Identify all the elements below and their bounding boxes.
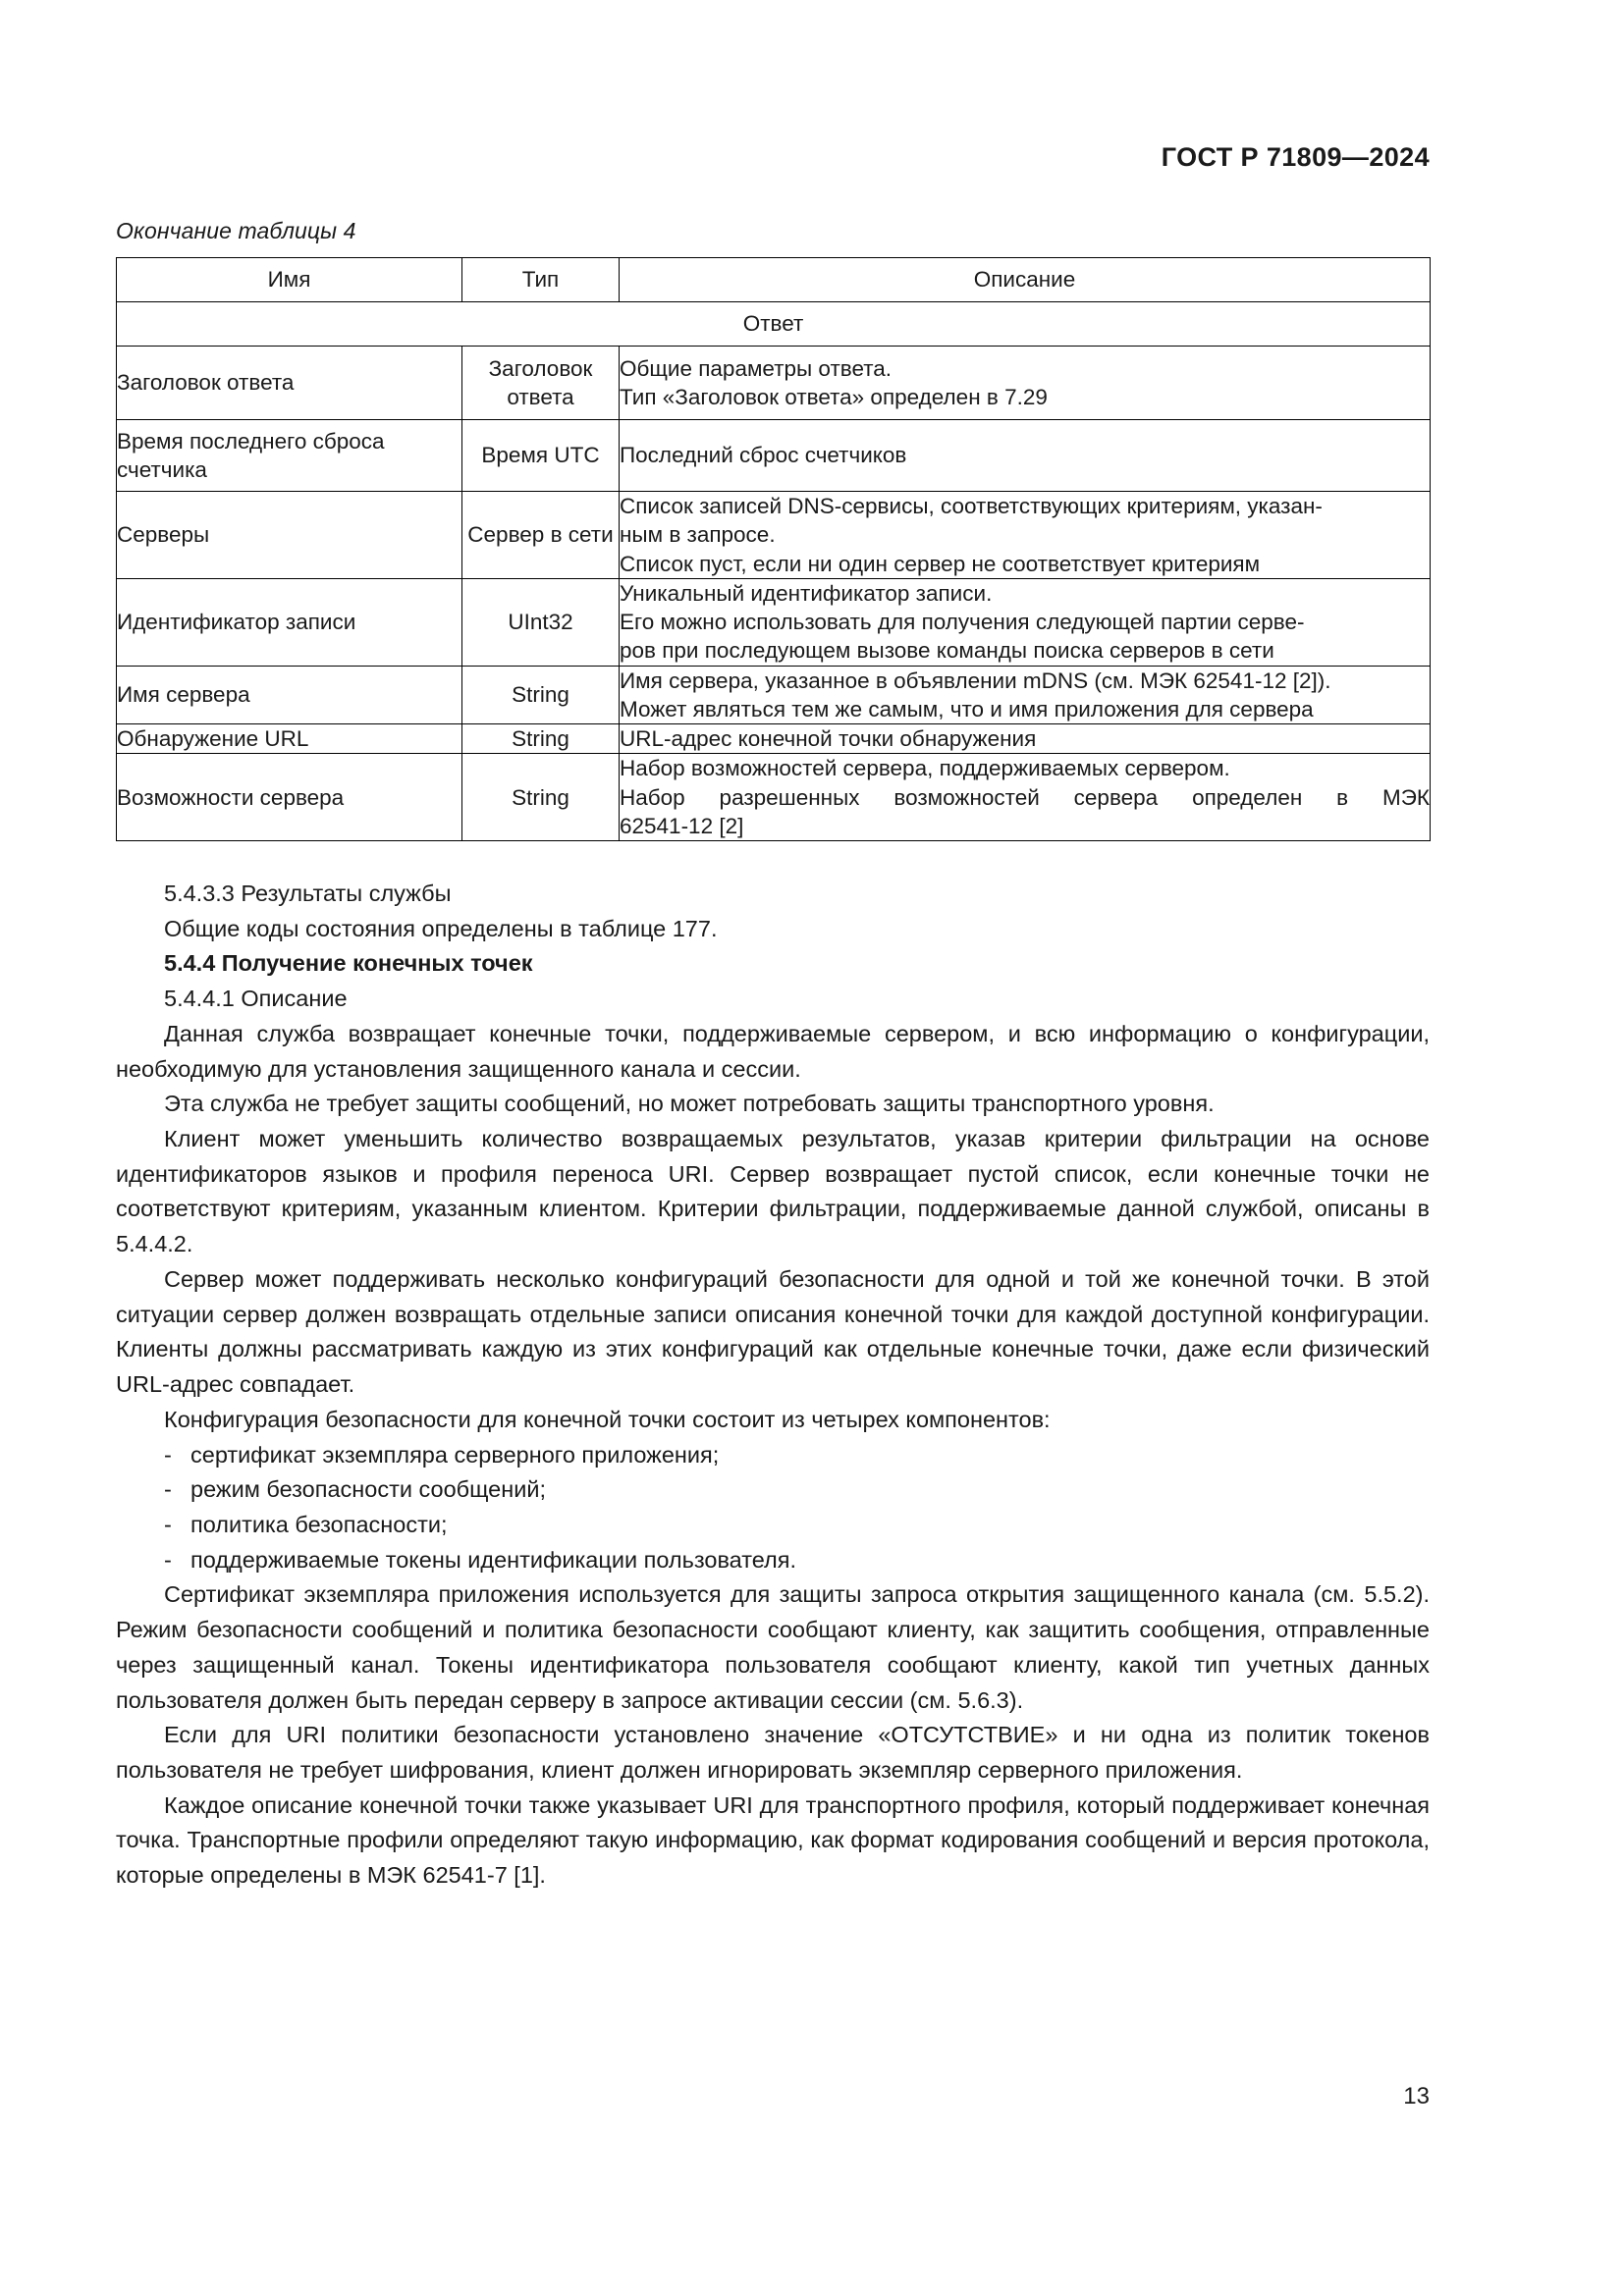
- list-item-label: поддерживаемые токены идентификации пользователя.: [190, 1546, 796, 1573]
- row-type-line: ответа: [507, 385, 574, 409]
- description-line: ров при последующем вызове команды поиска серверов в сети: [620, 638, 1274, 664]
- row-name-cell: Идентификатор записи: [117, 578, 462, 666]
- row-name-cell: Имя сервера: [117, 666, 462, 724]
- column-header-name: Имя: [117, 258, 462, 302]
- running-header-standard-id: ГОСТ Р 71809—2024: [1161, 142, 1430, 172]
- row-type-cell: [462, 724, 620, 754]
- description-line: Его можно использовать для получения следующей партии серве-: [620, 610, 1305, 634]
- table-row: [117, 492, 1431, 579]
- table-row: [117, 666, 1431, 724]
- description-line: Тип «Заголовок ответа» определен в 7.29: [620, 385, 1048, 409]
- description-line: Общие параметры ответа.: [620, 355, 893, 381]
- row-description-cell: [620, 578, 1431, 666]
- row-type-line: UTC: [554, 443, 600, 468]
- body-text: [116, 877, 1430, 1894]
- description-line: Набор разрешенных возможностей сервера определен в МЭК: [620, 784, 1430, 810]
- row-type-cell: [462, 666, 620, 724]
- description-line: Набор возможностей сервера, поддерживаемых сервером.: [620, 756, 1230, 781]
- list-item: [116, 1472, 1430, 1508]
- description-line: Уникальный идентификатор записи.: [620, 580, 993, 606]
- paragraph-2: Эта служба не требует защиты сообщений, но может потребовать защиты транспортного уровня.: [164, 1091, 1215, 1117]
- list-dash-marker: -: [164, 1511, 172, 1537]
- description-line: Имя сервера, указанное в объявлении mDNS (см. МЭК 62541-12 [2]).: [620, 667, 1331, 693]
- row-description-cell: [620, 420, 1431, 492]
- row-type-line: в сети: [550, 522, 614, 548]
- row-name-cell: Серверы: [117, 492, 462, 579]
- row-type-cell: [462, 578, 620, 666]
- row-type-line: String: [512, 682, 569, 708]
- column-header-description: Описание: [620, 258, 1431, 302]
- description-line: 62541-12 [2]: [620, 813, 744, 838]
- list-item-label: политика безопасности;: [190, 1511, 448, 1537]
- row-type-line: Заголовок: [488, 355, 593, 381]
- row-description-cell: [620, 754, 1431, 841]
- list-item: [116, 1438, 1430, 1473]
- row-type-cell: [462, 420, 620, 492]
- paragraph-7: Если для URI политики безопасности установлено значение «ОТСУТСТВИЕ» и ни одна из политик токенов пользователя не требует шифрования, клиент должен игнорировать экземпляр серверного приложения.: [116, 1722, 1430, 1783]
- list-dash-marker: -: [164, 1441, 172, 1468]
- row-type-line: UInt32: [508, 610, 573, 634]
- description-line: Список пуст, если ни один сервер не соответствует критериям: [620, 551, 1261, 576]
- table-caption: Окончание таблицы 4: [116, 218, 356, 243]
- row-type-cell: [462, 754, 620, 841]
- list-item: [116, 1543, 1430, 1578]
- paragraph-4: Сервер может поддерживать несколько конфигураций безопасности для одной и той же конечной точки. В этой ситуации сервер должен возвращать отдельные записи описания конечной точки для каждой доступной конфигурации. Клиенты должны рассматривать каждую из этих конфигураций как отдельные конечные точки, даже если физический URL-адрес совпадает.: [116, 1265, 1430, 1398]
- list-dash-marker: -: [164, 1546, 172, 1573]
- row-name-cell: Заголовок ответа: [117, 347, 462, 420]
- list-item-label: сертификат экземпляра серверного приложения;: [190, 1441, 720, 1468]
- list-item: [116, 1508, 1430, 1543]
- row-description-cell: [620, 347, 1431, 420]
- list-dash-marker: -: [164, 1476, 172, 1503]
- column-header-type: Тип: [462, 258, 620, 302]
- paragraph-status-codes: Общие коды состояния определены в таблице 177.: [164, 915, 718, 941]
- table-row: [117, 578, 1431, 666]
- row-name-cell: Возможности сервера: [117, 754, 462, 841]
- paragraph-1: Данная служба возвращает конечные точки, поддерживаемые сервером, и всю информацию о конфигурации, необходимую для установления защищенного канала и сессии.: [116, 1020, 1430, 1082]
- heading-5-4-4: 5.4.4 Получение конечных точек: [164, 950, 533, 977]
- security-configuration-list: [116, 1438, 1430, 1578]
- clause-5-4-4-1: 5.4.4.1 Описание: [164, 986, 348, 1012]
- row-type-line: String: [512, 784, 569, 810]
- page-number: 13: [1403, 2083, 1430, 2109]
- description-line: Список записей DNS-сервисы, соответствующих критериям, указан-: [620, 494, 1323, 518]
- response-parameters-table: [116, 257, 1431, 841]
- row-description-cell: [620, 492, 1431, 579]
- page-content: [116, 218, 1430, 1894]
- table-section-row-response: [117, 302, 1431, 347]
- table-section-label: Ответ: [117, 302, 1431, 347]
- table-row: [117, 754, 1431, 841]
- row-name-cell: Время последнего сброса счетчика: [117, 420, 462, 492]
- paragraph-6: Сертификат экземпляра приложения используется для защиты запроса открытия защищенного канала (см. 5.5.2). Режим безопасности сообщений и политика безопасности сообщают клиенту, как защитить сообщения, отправленные через защищенный канал. Токены идентификатора пользователя сообщают клиенту, какой тип учетных данных пользователя должен быть передан серверу в запросе активации сессии (см. 5.6.3).: [116, 1581, 1430, 1713]
- row-description-cell: [620, 666, 1431, 724]
- description-line: Может являться тем же самым, что и имя приложения для сервера: [620, 696, 1314, 721]
- table-row: [117, 420, 1431, 492]
- description-line: URL-адрес конечной точки обнаружения: [620, 726, 1037, 751]
- row-type-line: Время: [481, 443, 549, 468]
- row-type-line: Сервер: [467, 522, 545, 548]
- row-description-cell: [620, 724, 1431, 754]
- description-line: ным в запросе.: [620, 522, 776, 548]
- row-type-cell: [462, 347, 620, 420]
- table-row: [117, 724, 1431, 754]
- table-header-row: [117, 258, 1431, 302]
- clause-5-4-3-3: 5.4.3.3 Результаты службы: [164, 881, 452, 906]
- paragraph-8: Каждое описание конечной точки также указывает URI для транспортного профиля, который поддерживает конечная точка. Транспортные профили определяют такую информацию, как формат кодирования сообщений и версия протокола, которые определены в МЭК 62541-7 [1].: [116, 1791, 1430, 1889]
- row-name-cell: Обнаружение URL: [117, 724, 462, 754]
- description-line: Последний сброс счетчиков: [620, 443, 907, 468]
- paragraph-5: Конфигурация безопасности для конечной точки состоит из четырех компонентов:: [164, 1406, 1051, 1432]
- paragraph-3: Клиент может уменьшить количество возвращаемых результатов, указав критерии фильтрации на основе идентификаторов языков и профиля переноса URI. Сервер возвращает пустой список, если конечные точки не соответствуют критериям, указанным клиентом. Критерии фильтрации, поддерживаемые данной службой, описаны в 5.4.4.2.: [116, 1126, 1430, 1257]
- row-type-line: String: [512, 726, 569, 751]
- list-item-label: режим безопасности сообщений;: [190, 1476, 547, 1503]
- table-row: [117, 347, 1431, 420]
- row-type-cell: [462, 492, 620, 579]
